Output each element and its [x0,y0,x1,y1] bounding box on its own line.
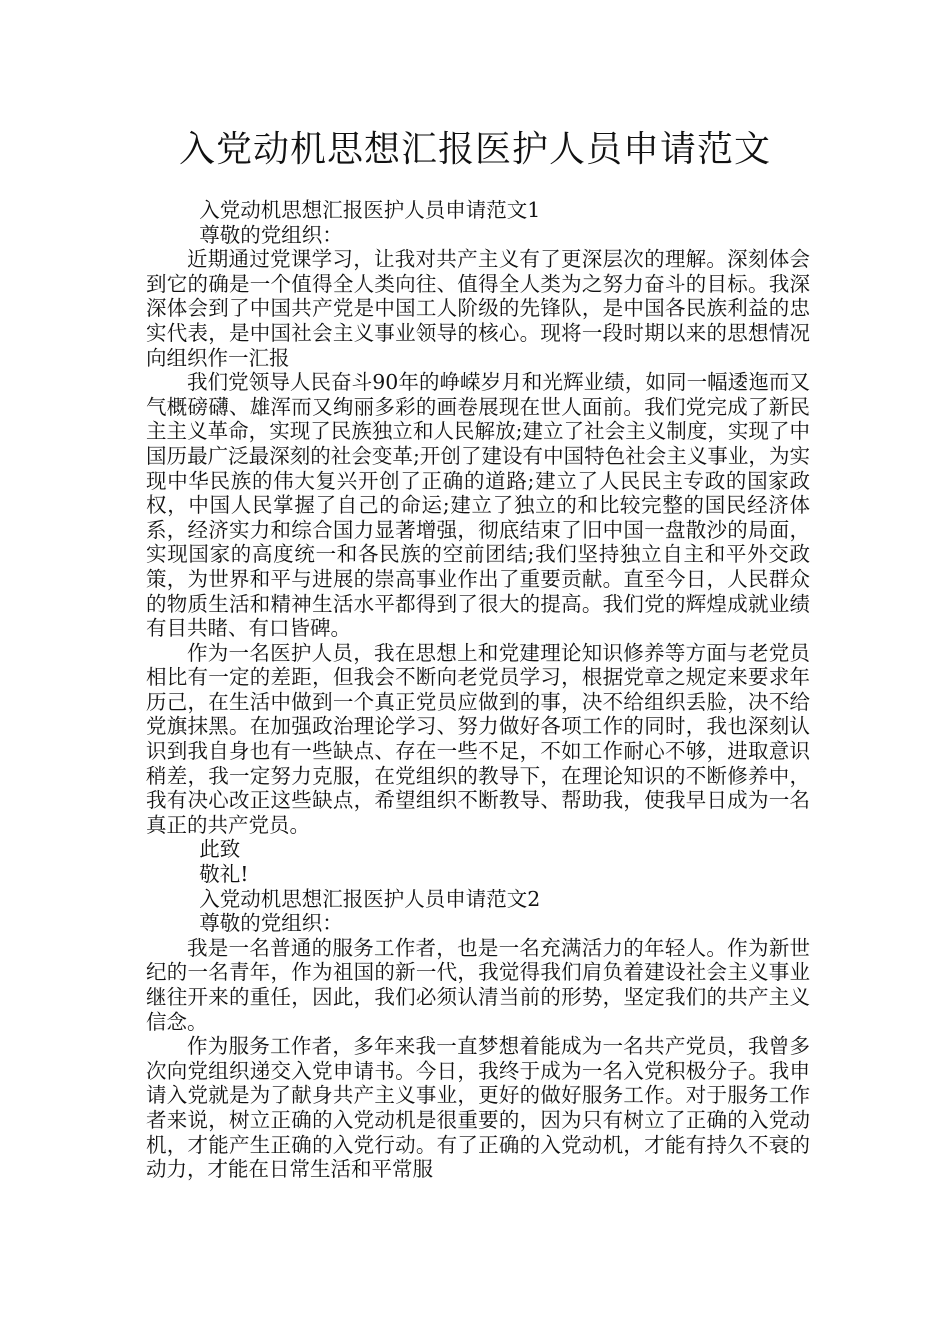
section-1-heading: 入党动机思想汇报医护人员申请范文1 [199,198,541,222]
section-1-paragraph-1: 近期通过党课学习，让我对共产主义有了更深层次的理解。深刻体会到它的确是一个值得全人类向往、值得全人类为之努力奋斗的目标。我深深体会到了中国共产党是中国工人阶级的先锋队，是中国各民族利益的忠实代表，是中国社会主义事业领导的核心。现将一段时期以来的思想情况向组织作一汇报 [146,247,810,370]
section-1-salutation: 尊敬的党组织： [199,222,343,247]
section-1-regards: 敬礼! [199,862,249,887]
section-1-closing: 此致 [199,837,241,862]
section-1-paragraph-3: 作为一名医护人员，我在思想上和党建理论知识修养等方面与老党员相比有一定的差距，但我会不断向老党员学习，根据党章之规定来要求年历己，在生活中做到一个真正党员应做到的事，决不给组织丢脸，决不给党旗抹黑。在加强政治理论学习、努力做好各项工作的同时，我也深刻认识到我自身也有一些缺点、存在一些不足，不如工作耐心不够，进取意识稍差，我一定努力克服，在党组织的教导下，在理论知识的不断修养中，我有决心改正这些缺点，希望组织不断教导、帮助我，使我早日成为一名真正的共产党员。 [146,640,810,837]
document-body [146,198,810,1182]
section-1-paragraph-2: 我们党领导人民奋斗90年的峥嵘岁月和光辉业绩，如同一幅逶迤而又气概磅礴、雄浑而又绚丽多彩的画卷展现在世人面前。我们党完成了新民主主义革命，实现了民族独立和人民解放;建立了社会主义制度，实现了中国历最广泛最深刻的社会变革;开创了建设有中国特色社会主义事业，为实现中华民族的伟大复兴开创了正确的道路;建立了人民民主专政的国家政权，中国人民掌握了自己的命运;建立了独立的和比较完整的国民经济体系，经济实力和综合国力显著增强，彻底结束了旧中国一盘散沙的局面，实现国家的高度统一和各民族的空前团结;我们坚持独立自主和平外交政策，为世界和平与进展的崇高事业作出了重要贡献。直至今日，人民群众的物质生活和精神生活水平都得到了很大的提高。我们党的辉煌成就业绩有目共睹、有口皆碑。 [146,370,810,641]
section-2-salutation: 尊敬的党组织： [199,911,343,936]
document-title: 入党动机思想汇报医护人员申请范文 [178,129,771,170]
section-2-heading: 入党动机思想汇报医护人员申请范文2 [199,886,541,911]
section-2-paragraph-1: 我是一名普通的服务工作者，也是一名充满活力的年轻人。作为新世纪的一名青年，作为祖国的新一代，我觉得我们肩负着建设社会主义事业继往开来的重任，因此，我们必须认清当前的形势，坚定我们的共产主义信念。 [146,935,810,1034]
section-2-paragraph-2: 作为服务工作者，多年来我一直梦想着能成为一名共产党员，我曾多次向党组织递交入党申请书。今日，我终于成为一名入党积极分子。我申请入党就是为了献身共产主义事业，更好的做好服务工作。对于服务工作者来说，树立正确的入党动机是很重要的，因为只有树立了正确的入党动机，才能产生正确的入党行动。有了正确的入党动机，才能有持久不衰的动力，才能在日常生活和平常服 [146,1034,810,1182]
